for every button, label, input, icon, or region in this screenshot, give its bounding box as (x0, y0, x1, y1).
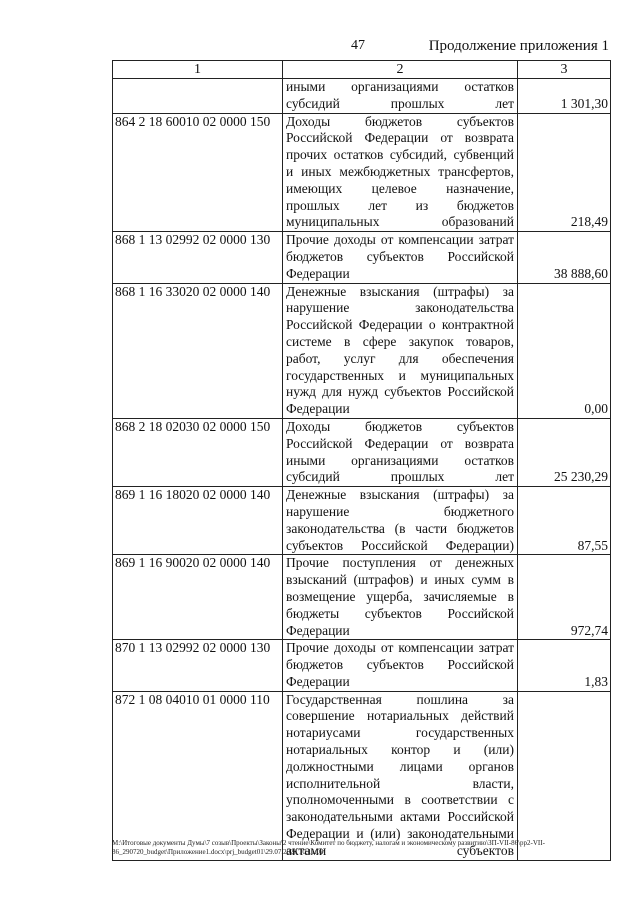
table-row (113, 640, 611, 691)
amount-cell: 25 230,29 (518, 418, 611, 486)
budget-code-cell: 872 1 08 04010 01 0000 110 (113, 691, 283, 860)
continuation-title: Продолжение приложения 1 (428, 38, 609, 54)
description-cell: Прочие доходы от компенсации затрат бюджетов субъектов Российской Федерации (283, 640, 518, 691)
amount-cell: 1,83 (518, 640, 611, 691)
amount-cell: 972,74 (518, 555, 611, 640)
table-row (113, 79, 611, 114)
table-row (113, 113, 611, 232)
table-row (113, 555, 611, 640)
description-cell: Денежные взыскания (штрафы) за нарушение бюджетного законодательства (в части бюджетов субъектов Российской Федерации) (283, 487, 518, 555)
description-cell: Прочие поступления от денежных взысканий (штрафов) и иных сумм в возмещение ущерба, зачисляемые в бюджеты субъектов Российской Федерации (283, 555, 518, 640)
description-cell: Доходы бюджетов субъектов Российской Федерации от возврата прочих остатков субсидий, субвенций и иных межбюджетных трансфертов, имеющих целевое назначение, прошлых лет из бюджетов муниципальных образований (283, 113, 518, 232)
budget-code-cell (113, 79, 283, 114)
table-row (113, 283, 611, 418)
revenue-table (112, 60, 611, 861)
budget-code-cell: 869 1 16 18020 02 0000 140 (113, 487, 283, 555)
page-number: 47 (351, 38, 365, 53)
column-header-1: 1 (113, 61, 283, 79)
table-row (113, 232, 611, 283)
description-cell: Прочие доходы от компенсации затрат бюджетов субъектов Российской Федерации (283, 232, 518, 283)
table-header-row (113, 61, 611, 79)
budget-code-cell: 868 1 16 33020 02 0000 140 (113, 283, 283, 418)
description-cell: иными организациями остатков субсидий прошлых лет (283, 79, 518, 114)
description-cell: Государственная пошлина за совершение нотариальных действий нотариусами государственных нотариальных контор и (или) должностными лицами органов исполнительной власти, уполномоченными в соответствии с законодательными актами Российской Федерации и (или) законодательными актами субъектов (283, 691, 518, 860)
amount-cell: 0,00 (518, 283, 611, 418)
amount-cell (518, 691, 611, 860)
amount-cell: 218,49 (518, 113, 611, 232)
budget-code-cell: 869 1 16 90020 02 0000 140 (113, 555, 283, 640)
table-row (113, 691, 611, 860)
description-cell: Доходы бюджетов субъектов Российской Федерации от возврата иными организациями остатков субсидий прошлых лет (283, 418, 518, 486)
budget-code-cell: 868 1 13 02992 02 0000 130 (113, 232, 283, 283)
amount-cell: 1 301,30 (518, 79, 611, 114)
column-header-2: 2 (283, 61, 518, 79)
budget-code-cell: 868 2 18 02030 02 0000 150 (113, 418, 283, 486)
amount-cell: 38 888,60 (518, 232, 611, 283)
budget-code-cell: 864 2 18 60010 02 0000 150 (113, 113, 283, 232)
description-cell: Денежные взыскания (штрафы) за нарушение законодательства Российской Федерации о контрактной системе в сфере закупок товаров, работ, услуг для обеспечения государственных и муниципальных нужд для нужд субъектов Российской Федерации (283, 283, 518, 418)
table-row (113, 418, 611, 486)
amount-cell: 87,55 (518, 487, 611, 555)
column-header-3: 3 (518, 61, 611, 79)
table-row (113, 487, 611, 555)
file-path-footer: M:\Итоговые документы Думы\7 созыв\Проекты\Законы\2 чтение\Комитет по бюджету, налогам и экономическому развитию\ЗП-VII-86\pp2-VII-86_290720_budget\Приложение1.docx\prj_budget01\29.07.2020 10:11:03 (112, 839, 545, 856)
budget-code-cell: 870 1 13 02992 02 0000 130 (113, 640, 283, 691)
